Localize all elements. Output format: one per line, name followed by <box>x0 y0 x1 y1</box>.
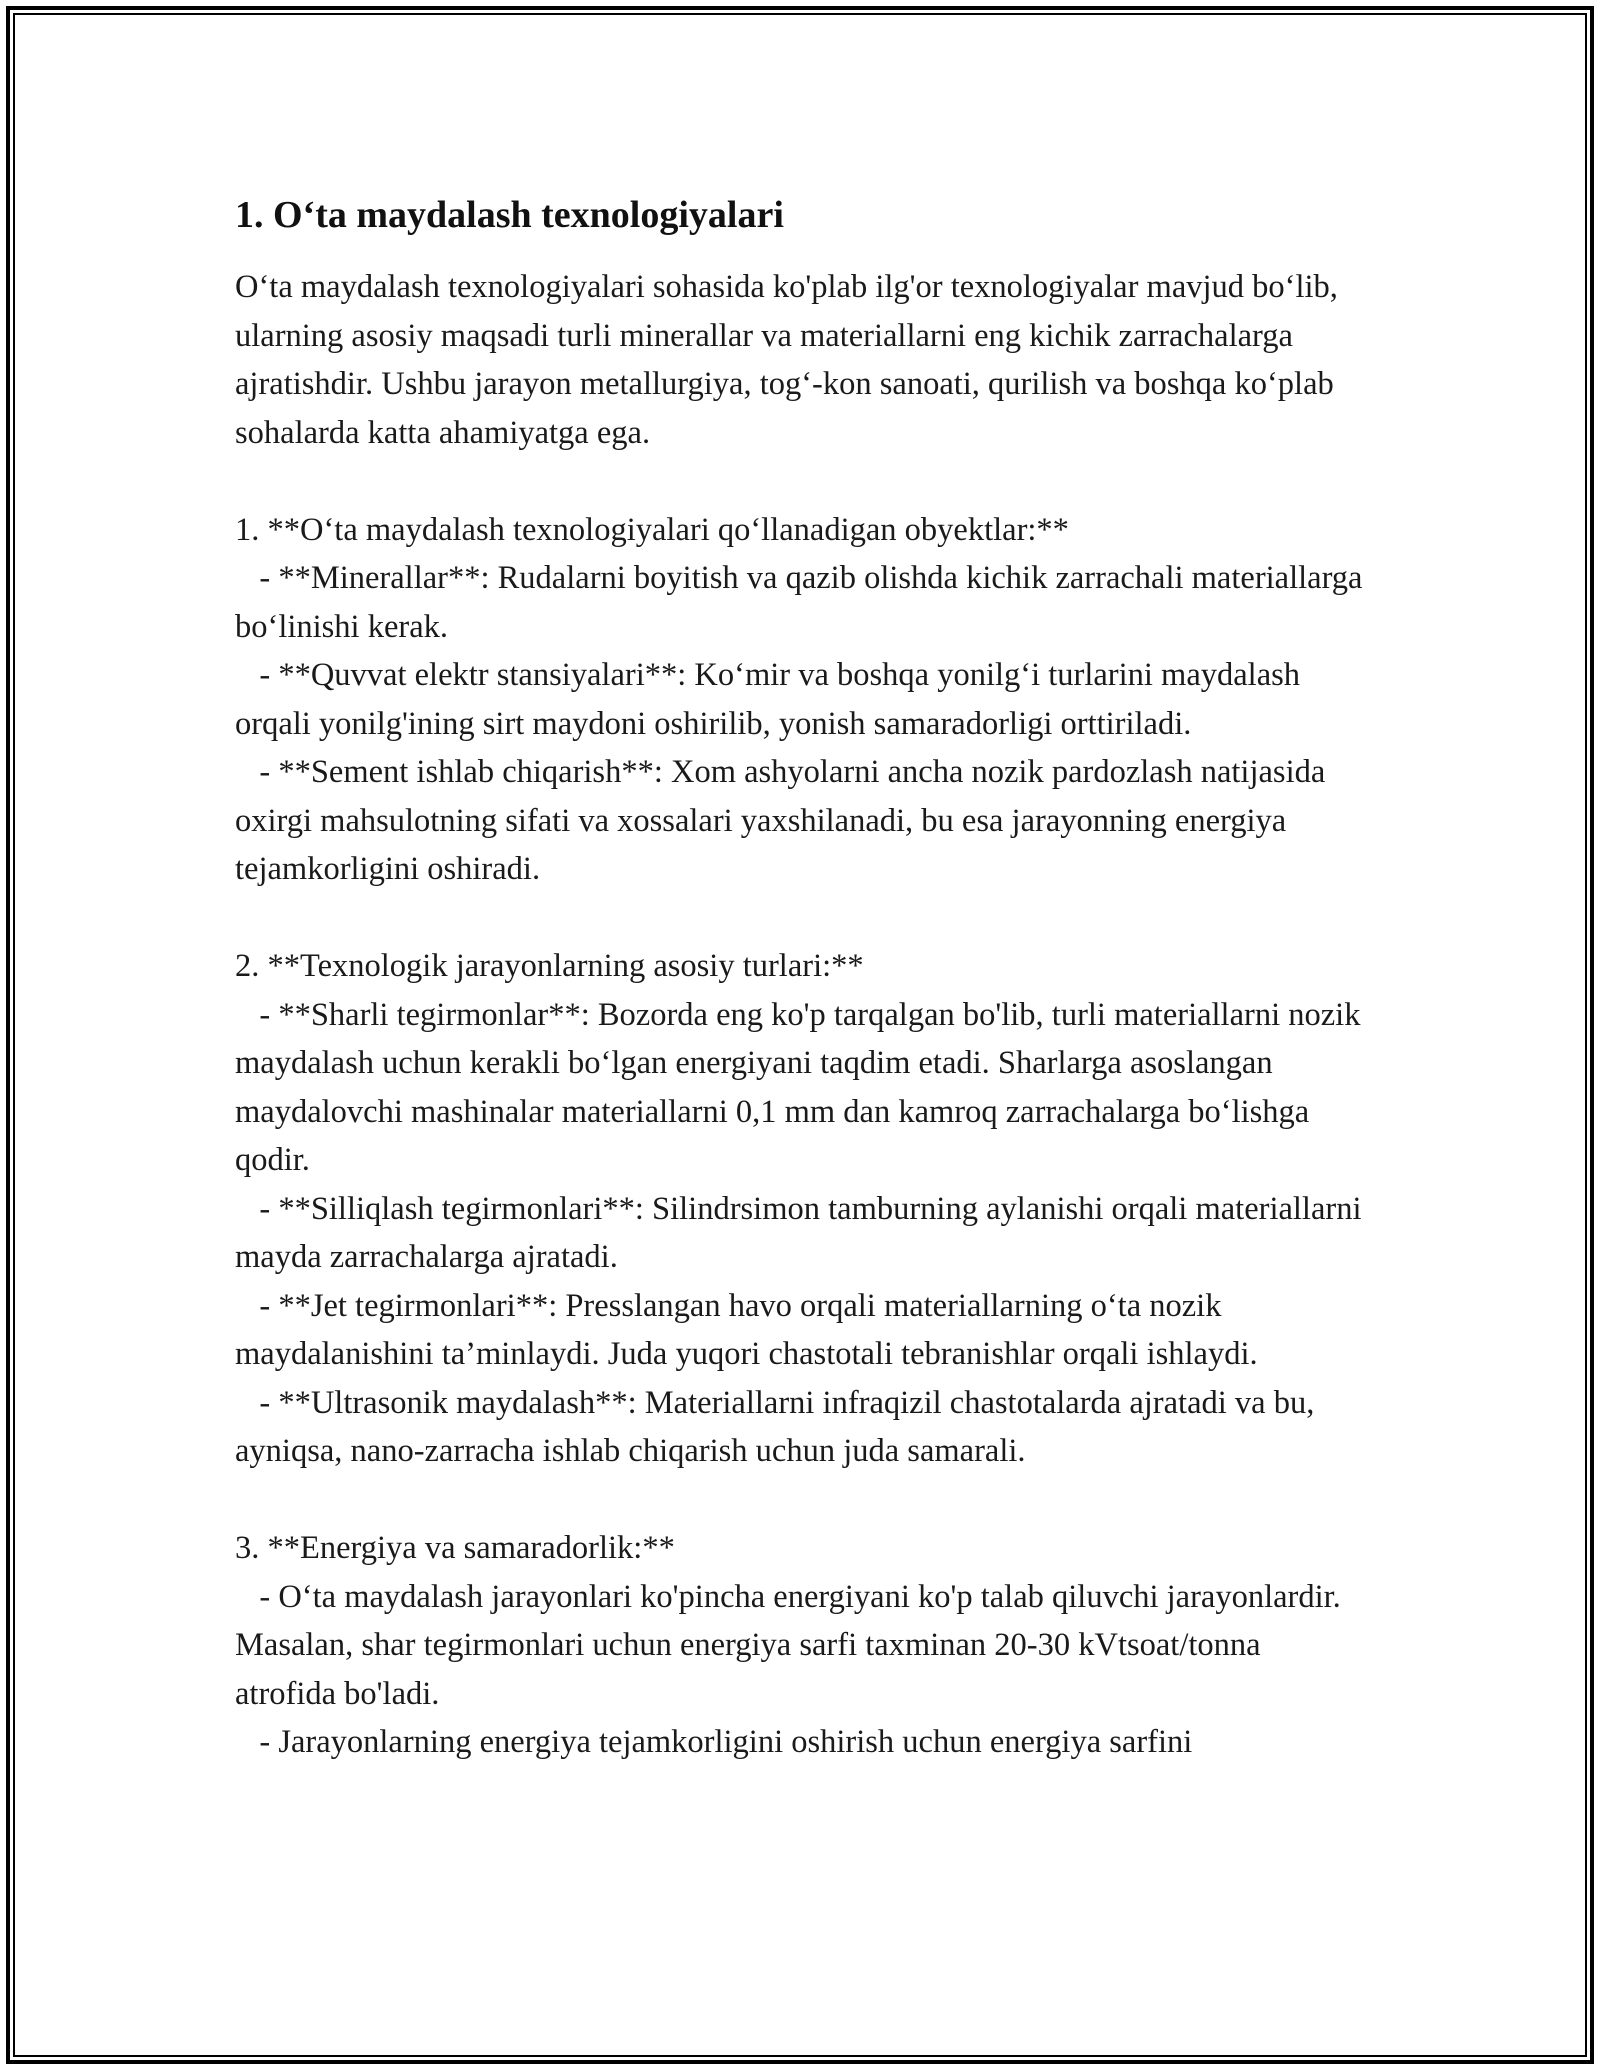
section-heading: 2. **Texnologik jarayonlarning asosiy turlari:** <box>235 948 864 984</box>
list-item: - **Jet tegirmonlari**: Presslangan havo orqali materiallarning o‘ta nozik maydalanishini ta’minlaydi. Juda yuqori chastotali tebranishlar orqali ishlaydi. <box>235 1287 1258 1372</box>
list-item: - **Silliqlash tegirmonlari**: Silindrsimon tamburning aylanishi orqali materiallarni mayda zarrachalarga ajratadi. <box>235 1190 1370 1275</box>
section-heading: 1. **O‘ta maydalash texnologiyalari qo‘llanadigan obyektlar:** <box>235 511 1069 548</box>
list-item: - **Minerallar**: Rudalarni boyitish va qazib olishda kichik zarrachali materiallarga bo‘linishi kerak. <box>235 560 1371 645</box>
list-item: - Jarayonlarning energiya tejamkorligini oshirish uchun energiya sarfini <box>235 1724 1193 1760</box>
paragraph-spacer <box>235 457 1365 506</box>
list-item: - **Ultrasonik maydalash**: Materiallarni infraqizil chastotalarda ajratadi va bu, ayniqsa, nano-zarracha ishlab chiqarish uchun juda samarali. <box>235 1384 1323 1469</box>
list-item: - **Quvvat elektr stansiyalari**: Ko‘mir va boshqa yonilg‘i turlarini maydalash orqali yonilg'ining sirt maydoni oshirilib, yonish samaradorligi orttiriladi. <box>235 657 1309 742</box>
section-objects <box>235 506 1371 894</box>
section-energy <box>235 1524 1365 1767</box>
intro-paragraph: O‘ta maydalash texnologiyalari sohasida ko'plab ilg'or texnologiyalar mavjud bo‘lib, ularning asosiy maqsadi turli minerallar va materiallarni eng kichik zarrachalarga ajratishdir. Ushbu jarayon metallurgiya, tog‘-kon sanoati, qurilish va boshqa ko‘plab sohalarda katta ahamiyatga ega. <box>235 269 1338 451</box>
list-item: - O‘ta maydalash jarayonlari ko'pincha energiyani ko'p talab qiluvchi jarayonlardir. Masalan, shar tegirmonlari uchun energiya sarfi taxminan 20-30 kVtsoat/tonna atrofida bo'ladi. <box>235 1578 1349 1712</box>
paragraph-spacer <box>235 1476 1365 1525</box>
section-heading: 3. **Energiya va samaradorlik:** <box>235 1530 675 1566</box>
document-body <box>235 185 1371 1767</box>
list-item: - **Sharli tegirmonlar**: Bozorda eng ko'p tarqalgan bo'lib, turli materiallarni nozik maydalash uchun kerakli bo‘lgan energiyani taqdim etadi. Sharlarga asoslangan maydalovchi mashinalar materiallarni 0,1 mm dan kamroq zarrachalarga bo‘lishga qodir. <box>235 996 1369 1178</box>
section-process-types <box>235 942 1370 1476</box>
paragraph-spacer <box>235 894 1365 943</box>
list-item: - **Sement ishlab chiqarish**: Xom ashyolarni ancha nozik pardozlash natijasida oxirgi mahsulotning sifati va xossalari yaxshilanadi, bu esa jarayonning energiya tejamkorligini oshiradi. <box>235 754 1334 887</box>
document-title: 1. O‘ta maydalash texnologiyalari <box>235 194 784 236</box>
